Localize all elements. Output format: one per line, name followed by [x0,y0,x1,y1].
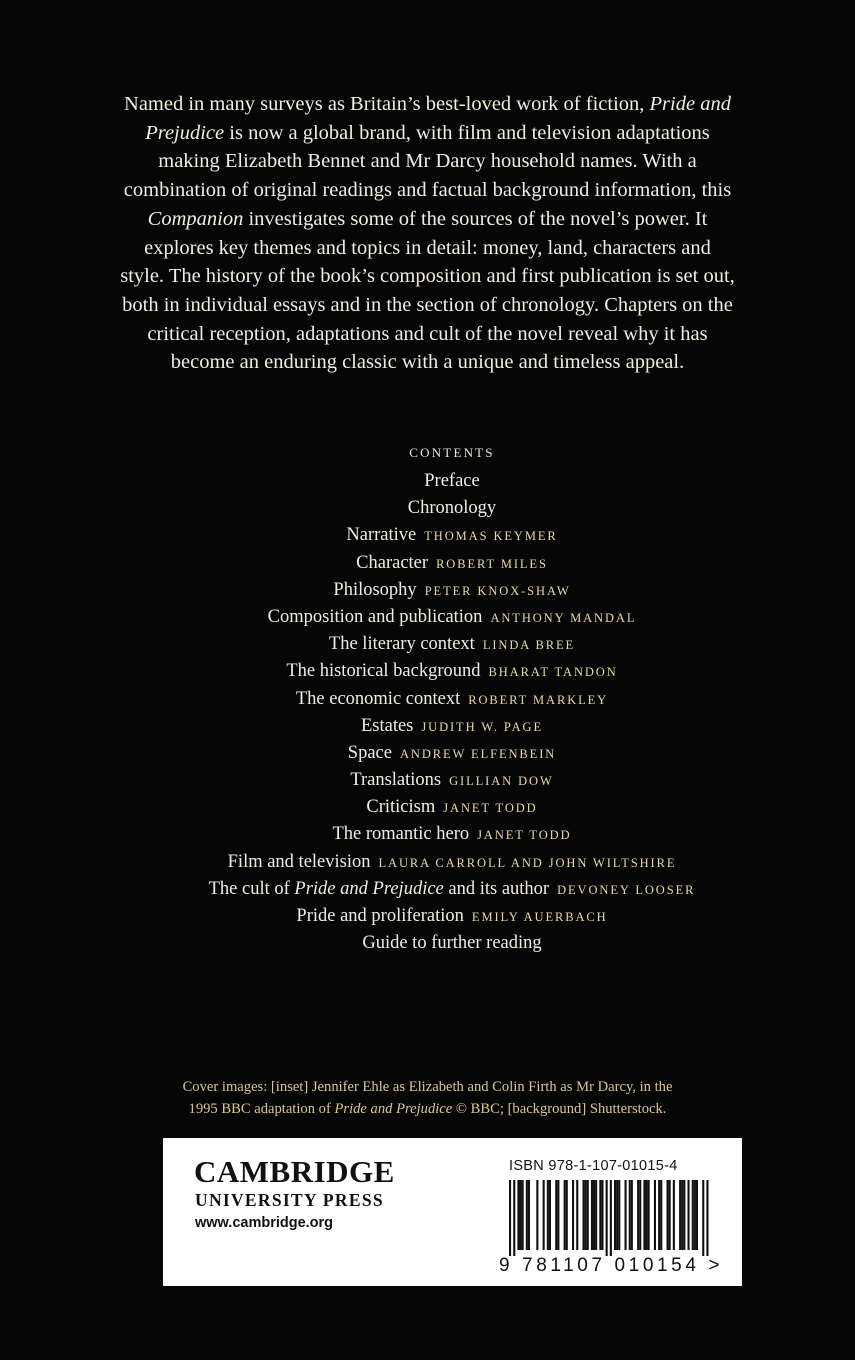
contents-item [0,604,855,631]
barcode-bar [549,1180,551,1250]
barcode-bar [702,1180,704,1256]
barcode-bar [646,1180,648,1250]
barcode-bar [572,1180,574,1250]
chapter-author: EMILY AUERBACH [471,910,608,924]
chapter-title-text: Character [356,552,429,573]
isbn-barcode [509,1180,721,1256]
barcode-bar [526,1180,528,1250]
chapter-title-text: Guide to further reading [362,933,542,954]
contents-item [0,849,855,876]
barcode-bar [557,1180,559,1250]
chapter-title [333,824,470,844]
barcode-bar [694,1180,696,1250]
chapter-title [346,525,416,545]
chapter-title [329,634,475,654]
chapter-title [361,716,413,736]
barcode-bar [629,1180,631,1250]
chapter-title-text: and its author [443,878,550,899]
barcode-bar [683,1180,685,1250]
barcode-bar [591,1180,593,1250]
barcode-bar [667,1180,669,1250]
contents-item [0,713,855,740]
chapter-title [333,580,416,600]
credit-line-2-end: © BBC; [background] Shutterstock. [452,1101,667,1117]
blurb-segment: is now a global brand, with film and television adaptations making Elizabeth Bennet and Mr Darcy household names. With a combination of original readings and factual background information, this [123,121,732,202]
chapter-author: JUDITH W. PAGE [421,719,544,734]
barcode-bar [547,1180,549,1250]
barcode-bar [576,1180,578,1250]
chapter-title-italic: Pride and Prejudice [294,878,444,899]
barcode-bar [520,1180,522,1250]
chapter-title-text: Criticism [366,797,436,818]
barcode-bar [583,1180,585,1250]
chapter-title [286,661,480,681]
contents-item [0,577,855,604]
barcode-bar [681,1180,683,1250]
barcode-bar [564,1180,566,1250]
barcode-bar [643,1180,645,1250]
contents-item [0,631,855,658]
chapter-title-text: Estates [360,715,414,736]
publisher-website: www.cambridge.org [195,1215,334,1231]
publisher-logo-press: UNIVERSITY PRESS [195,1190,384,1210]
barcode-bar [679,1180,681,1250]
barcode-bar [614,1180,616,1250]
chapter-author: THOMAS KEYMER [424,529,558,544]
barcode-bar [639,1180,641,1250]
barcode-bar [528,1180,530,1250]
credit-book-title: Pride and Prejudice [334,1101,453,1117]
chapter-author: ANDREW ELFENBEIN [399,746,557,761]
blurb-text [120,90,735,377]
contents-item [0,930,855,957]
barcode-bar [593,1180,595,1250]
chapter-title-text: Film and television [227,851,371,872]
chapter-title-text: The historical background [286,661,481,682]
contents-item [0,821,855,848]
barcode-bar [513,1180,515,1256]
barcode-bar [631,1180,633,1250]
chapter-title [209,879,549,899]
barcode-bar [658,1180,660,1250]
chapter-title [424,471,479,491]
chapter-title-text: Philosophy [333,579,417,600]
chapter-author: JANET TODD [477,828,572,843]
barcode-bar [606,1180,608,1256]
chapter-author: LAURA CARROLL AND JOHN WILTSHIRE [378,855,677,870]
chapter-author: BHARAT TANDON [488,665,618,680]
chapter-title [348,743,392,763]
barcode-bar [692,1180,694,1250]
chapter-title [408,498,496,518]
credit-line-2-start: 1995 BBC adaptation of [188,1101,335,1117]
barcode-bar [669,1180,671,1250]
barcode-bar [637,1180,639,1250]
blurb-italic-title: Companion [147,207,244,230]
chapter-title-text: The economic context [295,688,461,709]
chapter-title-text: Space [347,742,392,763]
barcode-bar [673,1180,675,1250]
publisher-logo-name: CAMBRIDGE [194,1154,395,1189]
chapter-title-text: Narrative [346,525,417,546]
barcode-bar [566,1180,568,1250]
chapter-title-text: The literary context [328,634,475,655]
contents-item [0,686,855,713]
barcode-bar [654,1180,656,1250]
chapter-author: PETER KNOX-SHAW [424,583,571,598]
chapter-author: ANTHONY MANDAL [490,610,637,625]
barcode-bar [543,1180,545,1250]
chapter-title-text: The cult of [208,878,295,899]
contents-item [0,767,855,794]
chapter-title-text: Pride and proliferation [296,906,464,926]
barcode-bar [599,1180,601,1250]
chapter-title [268,607,483,627]
chapter-title-text: Chronology [407,498,497,519]
chapter-author: ROBERT MILES [436,556,548,571]
isbn-label: ISBN 978-1-107-01015-4 [509,1158,678,1174]
barcode-bar [660,1180,662,1250]
contents-item [0,794,855,821]
publisher-imprint-box [163,1138,742,1286]
chapter-title-text: Translations [350,770,442,791]
barcode-bar [517,1180,519,1250]
chapter-title-text: Composition and publication [267,606,483,627]
cover-image-credit [120,1076,735,1120]
barcode-bar [536,1180,538,1250]
chapter-author: JANET TODD [443,801,538,816]
barcode-digits: 9 781107 010154 > [499,1255,724,1276]
chapter-title-text: The romantic hero [332,824,470,845]
chapter-title [296,689,460,709]
barcode-bar [587,1180,589,1250]
barcode-bar [648,1180,650,1250]
contents-item [0,903,855,930]
contents-item [0,522,855,549]
chapter-title [296,906,463,926]
contents-item [0,740,855,767]
chapter-author: LINDA BREE [482,638,576,653]
barcode-bar [625,1180,627,1250]
barcode-bar [706,1180,708,1256]
barcode-bar [601,1180,603,1250]
contents-list [0,468,855,957]
barcode-bar [509,1180,511,1256]
contents-item [0,495,855,522]
table-of-contents [0,442,855,957]
blurb-segment: Named in many surveys as Britain’s best-loved work of fiction, [124,93,650,115]
chapter-title [366,797,435,817]
blurb-segment: investigates some of the sources of the novel’s power. It explores key themes and topics in detail: money, land, characters and style. The history of the book’s composition and first publication is set out, both in individual essays and in the section of chronology. Chapters on the critical reception, adaptations and cult of the novel reveal why it has become an enduring classic with a unique and timeless appeal. [120,207,735,374]
barcode-bar [610,1180,612,1256]
back-cover-blurb [120,90,735,377]
chapter-author: ROBERT MARKLEY [468,692,609,707]
credit-line-1: Cover images: [inset] Jennifer Ehle as Elizabeth and Colin Firth as Mr Darcy, in the [182,1079,673,1095]
barcode-bar [585,1180,587,1250]
barcode-bar [522,1180,524,1250]
contents-item [0,876,855,903]
barcode-bar [688,1180,690,1250]
chapter-title-text: Preface [424,471,480,491]
barcode-bar [696,1180,698,1250]
chapter-title [356,553,428,573]
chapter-author: DEVONEY LOOSER [557,882,696,897]
contents-heading: CONTENTS [409,445,495,460]
contents-item [0,550,855,577]
credit-line-2 [120,1098,735,1120]
barcode-bar [618,1180,620,1250]
barcode-bar [555,1180,557,1250]
chapter-title [228,852,371,872]
barcode-bar [616,1180,618,1250]
chapter-title [362,933,541,953]
contents-item [0,658,855,685]
contents-item [0,468,855,495]
chapter-author: GILLIAN DOW [449,774,554,789]
chapter-title [350,770,441,790]
barcode-bar [595,1180,597,1250]
blurb-italic-title: Pride and Prejudice [145,93,731,144]
